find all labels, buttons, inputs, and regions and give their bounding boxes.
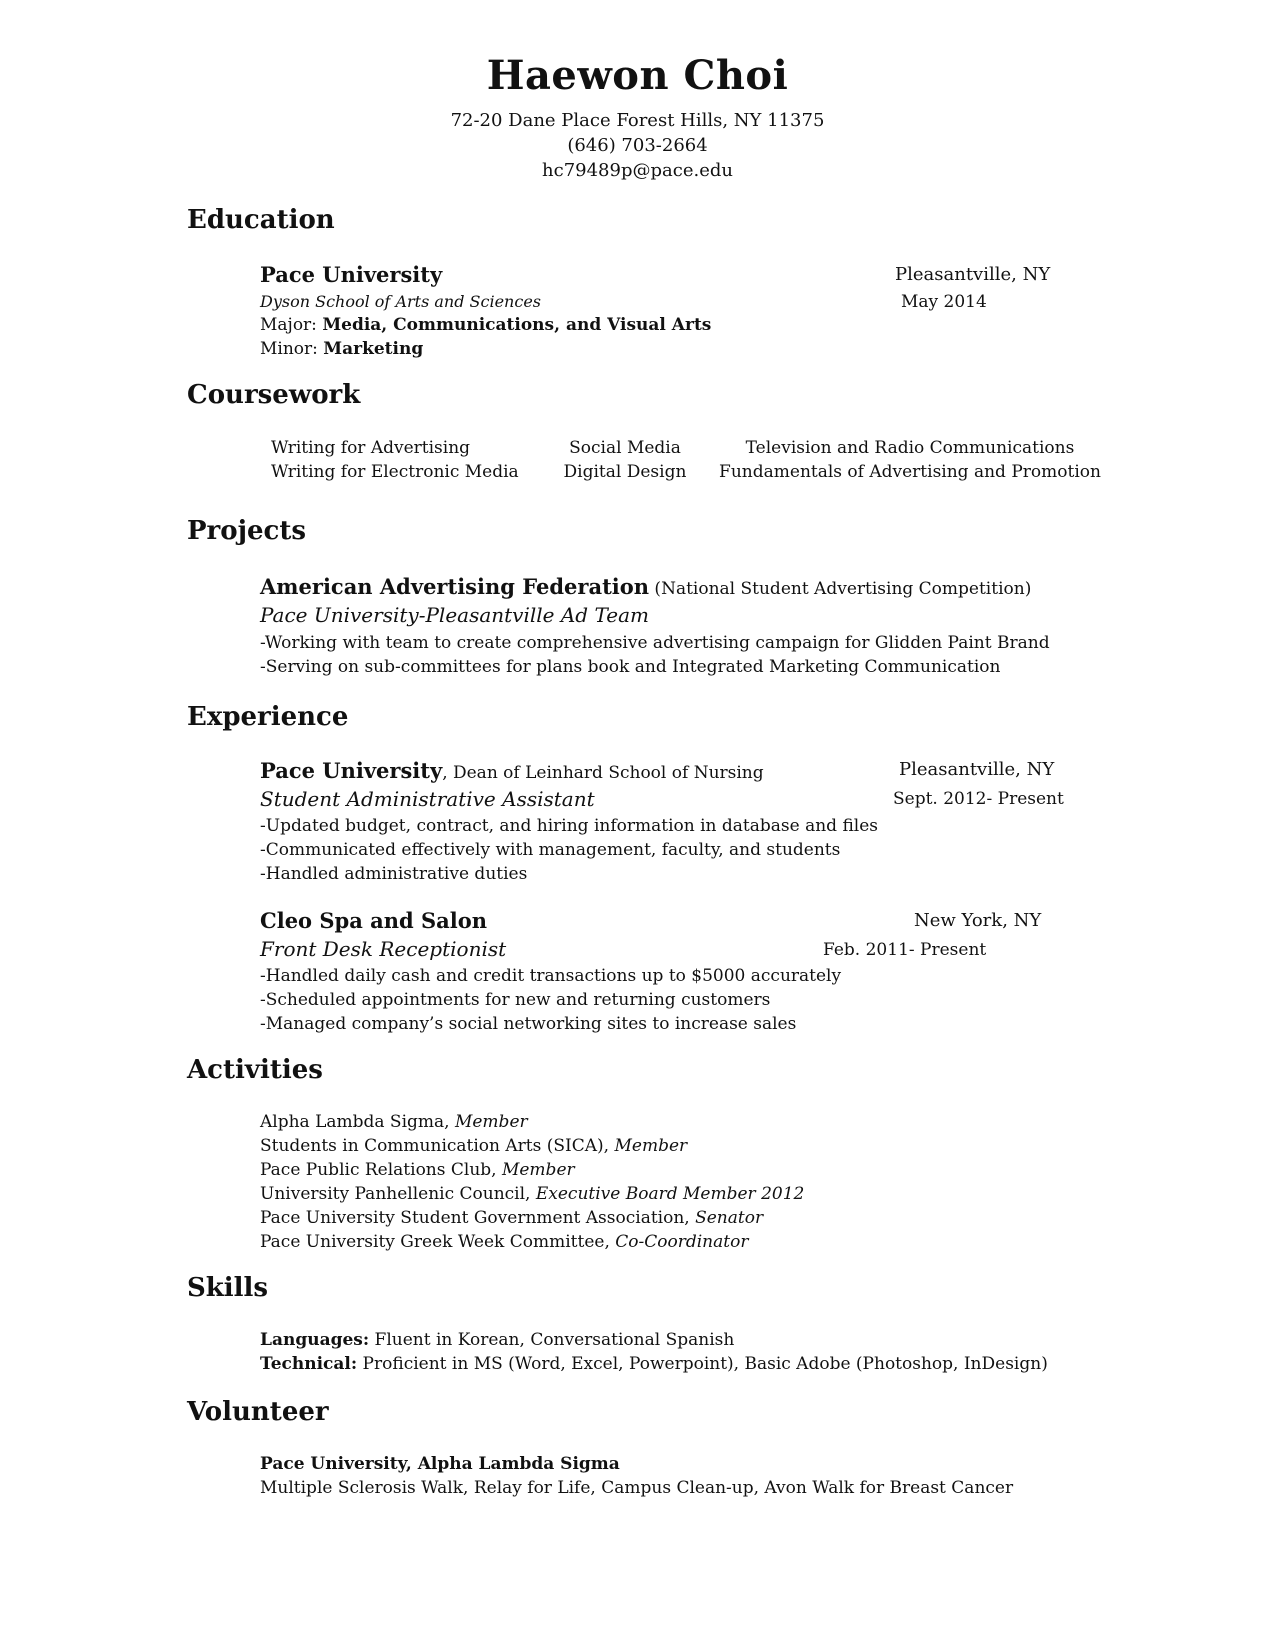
major-label: Major: [260, 315, 323, 335]
job-bullet: -Scheduled appointments for new and returning customers [260, 990, 771, 1010]
course-item: Fundamentals of Advertising and Promotion [719, 462, 1101, 482]
project-team: Pace University-Pleasantville Ad Team [260, 603, 649, 627]
activity-org: Students in Communication Arts (SICA), [260, 1136, 615, 1156]
course-item: Social Media [569, 438, 681, 458]
job-org [260, 758, 764, 783]
job-role: Student Administrative Assistant [260, 787, 595, 811]
activity-org: Pace University Greek Week Committee, [260, 1232, 616, 1252]
job-location: Pleasantville, NY [899, 759, 1055, 780]
job-org-name: Pace University [260, 758, 443, 783]
activity-org: University Panhellenic Council, [260, 1184, 536, 1204]
section-title-projects: Projects [187, 516, 307, 546]
minor-value: Marketing [323, 339, 424, 359]
activity-item [260, 1232, 748, 1252]
activity-org: Pace Public Relations Club, [260, 1160, 502, 1180]
activity-item [260, 1112, 528, 1132]
section-title-activities: Activities [187, 1055, 323, 1085]
course-item: Writing for Electronic Media [271, 462, 519, 482]
education-location: Pleasantville, NY [895, 264, 1051, 285]
resume-name: Haewon Choi [486, 52, 789, 99]
section-title-education: Education [187, 205, 335, 235]
contact-phone: (646) 703-2664 [567, 135, 708, 156]
activity-role: Member [614, 1136, 688, 1156]
contact-address: 72-20 Dane Place Forest Hills, NY 11375 [450, 110, 825, 131]
project-bullet: -Working with team to create comprehensive advertising campaign for Glidden Paint Brand [260, 633, 1050, 653]
education-date: May 2014 [901, 292, 987, 312]
job-org-name: Cleo Spa and Salon [260, 908, 488, 933]
education-school: Pace University [260, 262, 443, 287]
section-title-experience: Experience [187, 702, 349, 732]
activity-role: Member [454, 1112, 528, 1132]
section-title-coursework: Coursework [187, 380, 361, 410]
activity-item [260, 1208, 763, 1228]
education-college: Dyson School of Arts and Sciences [260, 292, 541, 311]
technical-value: Proficient in MS (Word, Excel, Powerpoint), Basic Adobe (Photoshop, InDesign) [357, 1354, 1048, 1374]
technical-label: Technical: [260, 1354, 358, 1374]
job-role: Front Desk Receptionist [260, 937, 507, 961]
job-bullet: -Managed company’s social networking sites to increase sales [260, 1014, 797, 1034]
languages-value: Fluent in Korean, Conversational Spanish [369, 1330, 735, 1350]
section-title-skills: Skills [187, 1273, 269, 1303]
project-bullet: -Serving on sub-committees for plans book and Integrated Marketing Communication [260, 657, 1001, 677]
minor-label: Minor: [260, 339, 324, 359]
contact-email: hc79489p@pace.edu [542, 160, 733, 181]
project-org-name: American Advertising Federation [260, 574, 650, 599]
activity-item [260, 1160, 575, 1180]
job-org-note: , Dean of Leinhard School of Nursing [442, 763, 764, 783]
job-location: New York, NY [914, 910, 1042, 931]
activity-role: Senator [695, 1208, 764, 1228]
job-date: Sept. 2012- Present [893, 789, 1064, 809]
activity-role: Co-Coordinator [615, 1232, 749, 1252]
job-bullet: -Updated budget, contract, and hiring information in database and files [260, 816, 879, 836]
job-bullet: -Handled daily cash and credit transactions up to $5000 accurately [260, 966, 842, 986]
education-minor [260, 339, 423, 359]
skills-technical [260, 1354, 1048, 1374]
job-bullet: -Handled administrative duties [260, 864, 528, 884]
course-item: Digital Design [563, 462, 687, 482]
activity-role: Executive Board Member 2012 [535, 1184, 805, 1204]
volunteer-org: Pace University, Alpha Lambda Sigma [260, 1454, 620, 1474]
education-major [260, 315, 711, 335]
section-title-volunteer: Volunteer [187, 1397, 329, 1427]
job-bullet: -Communicated effectively with management, faculty, and students [260, 840, 841, 860]
activity-item [260, 1184, 804, 1204]
job-date: Feb. 2011- Present [823, 940, 987, 960]
project-org-note: (National Student Advertising Competition) [649, 579, 1032, 599]
activity-org: Alpha Lambda Sigma, [260, 1112, 455, 1132]
activity-role: Member [501, 1160, 575, 1180]
major-value: Media, Communications, and Visual Arts [322, 315, 712, 335]
languages-label: Languages: [260, 1330, 370, 1350]
course-item: Television and Radio Communications [745, 438, 1075, 458]
job-org [260, 908, 487, 933]
volunteer-events: Multiple Sclerosis Walk, Relay for Life, Campus Clean-up, Avon Walk for Breast Cancer [260, 1478, 1014, 1498]
course-item: Writing for Advertising [271, 438, 471, 458]
activity-item [260, 1136, 687, 1156]
skills-languages [260, 1330, 734, 1350]
project-org [260, 574, 1031, 599]
activity-org: Pace University Student Government Association, [260, 1208, 696, 1228]
